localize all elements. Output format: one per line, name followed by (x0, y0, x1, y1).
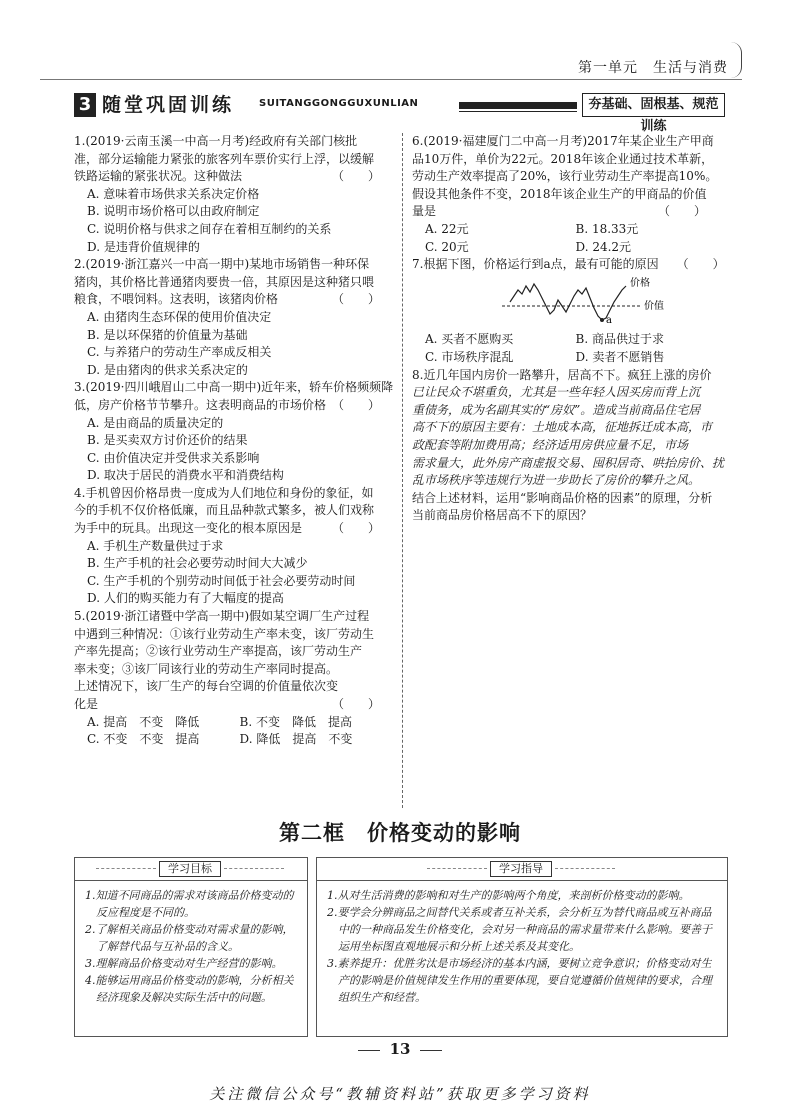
section-banner (74, 93, 725, 134)
question-line: 5.(2019·浙江诸暨中学高一期中)假如某空调厂生产过程 (74, 609, 370, 624)
option: B. 商品供过于求 (575, 332, 664, 347)
question-4 (74, 485, 392, 608)
option: C. 说明价格与供求之间存在着相互制约的关系 (87, 221, 332, 236)
question-7 (412, 256, 726, 366)
option: B. 不变 降低 提高 (239, 714, 352, 729)
guide-item: 1.从对生活消费的影响和对生产的影响两个角度，来剖析价格变动的影响。 (327, 889, 690, 902)
option: B. 生产手机的社会必要劳动时间大大减少 (87, 556, 308, 571)
question-line: 8.近几年国内房价一路攀升，居高不下。疯狂上涨的房价 (412, 367, 712, 382)
option: D. 是违背价值规律的 (87, 239, 200, 254)
goal-item: 2.了解相关商品价格变动对需求量的影响，了解替代品与互补品的含义。 (85, 923, 294, 953)
option: D. 24.2元 (575, 239, 632, 254)
banner-rule (459, 102, 577, 109)
left-column (74, 133, 392, 749)
question-line: 低，房产价格节节攀升。这表明商品的市场价格 （ ） (74, 397, 381, 412)
question-line: 4.手机曾因价格昂贵一度成为人们地位和身份的象征，如 (74, 485, 374, 500)
question-line: 劳动生产效率提高了20%，该行业劳动生产率提高10%。 (412, 169, 718, 184)
header-bracket (731, 42, 742, 78)
option: A. 22元 (425, 221, 469, 236)
question-line: 结合上述材料，运用“影响商品价格的因素”的原理，分析 (412, 490, 713, 505)
question-line: 1.(2019·云南玉溪一中高一月考)经政府有关部门核批 (74, 134, 358, 148)
option: B. 18.33元 (575, 221, 639, 236)
page-dash-left (358, 1050, 380, 1051)
option: A. 提高 不变 降低 (87, 714, 200, 729)
guide-item: 2.要学会分辨商品之间替代关系或者互补关系，会分析互为替代商品或互补商品中的一种商品发生价格变化，会对另一种商品的需求量带来什么影响。要善于运用坐标图直观地展示和分析上述关系及其变化。 (327, 906, 712, 953)
banner-number: 3 (74, 93, 96, 117)
option: C. 由价值决定并受供求关系影响 (87, 450, 260, 465)
option-row (74, 714, 392, 732)
option: D. 取决于居民的消费水平和消费结构 (87, 468, 284, 483)
question-line: 化是 （ ） (74, 697, 381, 711)
question-line: 量是 （ ） (412, 204, 707, 219)
option: A. 是由商品的质量决定的 (87, 415, 224, 430)
price-value-figure (442, 276, 672, 324)
price-label: 价格 (630, 277, 650, 289)
question-1 (74, 133, 392, 256)
question-line: 政配套等附加费用高；经济适用房供应量不足，市场 (412, 437, 689, 452)
question-line: 6.(2019·福建厦门二中高一月考)2017年某企业生产甲商 (412, 134, 714, 148)
question-8 (412, 367, 726, 525)
learning-goals-title: 学习目标 (159, 861, 221, 877)
question-line: 7.根据下图，价格运行到a点，最有可能的原因 （ ） (412, 257, 725, 272)
option: B. 是以环保猪的价值量为基础 (87, 327, 248, 342)
right-column (412, 133, 726, 525)
question-6 (412, 133, 726, 256)
box-header (75, 858, 307, 881)
banner-title: 随堂巩固训练 (102, 94, 235, 116)
learning-guide-title: 学习指导 (490, 861, 552, 877)
option: D. 卖者不愿销售 (575, 349, 665, 364)
question-line: 粮食，不喂饲料。这表明，该猪肉价格 （ ） (74, 292, 381, 307)
option: C. 市场秩序混乱 (425, 349, 514, 364)
question-line: 猪肉，其价格比普通猪肉要贵一倍，其原因是这种猪只喂 (74, 274, 375, 289)
option: C. 与养猪户的劳动生产率成反相关 (87, 345, 272, 360)
question-3 (74, 379, 392, 485)
option: B. 说明市场价格可以由政府制定 (87, 204, 260, 219)
option-row (412, 239, 726, 257)
point-a-label: a (606, 314, 612, 324)
question-line: 当前商品房价格居高不下的原因？ (412, 508, 593, 523)
page-number: 13 (389, 1040, 411, 1058)
guide-item: 3.素养提升：优胜劣汰是市场经济的基本内涵，要树立竞争意识；价格变动对生产的影响是价值规律发生作用的重要体现，要自觉遵循价值规律的要求，合理组织生产和经营。 (327, 957, 712, 1004)
option-row (412, 331, 726, 349)
question-line: 乱市场秩序等违规行为进一步助长了房价的攀升之风。 (412, 473, 701, 488)
option-row (412, 349, 726, 367)
option: A. 由猪肉生态环保的使用价值决定 (87, 309, 272, 324)
page-number-row (0, 1040, 800, 1058)
question-line: 上述情况下，该厂生产的每台空调的价值量依次变 (74, 679, 339, 694)
option: A. 手机生产数量供过于求 (87, 538, 224, 553)
box-body (75, 881, 307, 1006)
page-dash-right (420, 1050, 442, 1051)
option: D. 降低 提高 不变 (239, 732, 353, 747)
banner-pinyin: SUITANGGONGGUXUNLIAN (259, 98, 419, 109)
question-line: 重债务，成为名副其实的“房奴”。造成当前商品住宅居 (412, 402, 701, 417)
box-body (317, 881, 727, 1006)
unit-header: 第一单元 生活与消费 (578, 60, 728, 76)
goal-item: 3.理解商品价格变动对生产经营的影响。 (85, 957, 283, 970)
option: A. 买者不愿购买 (425, 332, 514, 347)
question-2 (74, 256, 392, 379)
box-header (317, 858, 727, 881)
option: D. 是由猪肉的供求关系决定的 (87, 362, 248, 377)
option-row (412, 221, 726, 239)
option: A. 意味着市场供求关系决定价格 (87, 186, 260, 201)
header-rule (40, 79, 742, 80)
value-label: 价值 (644, 300, 664, 312)
learning-goals-box (74, 857, 308, 1037)
question-line: 2.(2019·浙江嘉兴一中高一期中)某地市场销售一种环保 (74, 257, 370, 272)
footer-note: 关注微信公众号“教辅资料站”获取更多学习资料 (209, 1085, 591, 1103)
option: D. 人们的购买能力有了大幅度的提高 (87, 591, 284, 606)
question-line: 3.(2019·四川峨眉山二中高一期中)近年来，轿车价格频频降 (74, 380, 394, 395)
question-line: 今的手机不仅价格低廉，而且品种款式繁多，被人们戏称 (74, 503, 375, 518)
question-line: 产率先提高；②该行业劳动生产率提高，该厂劳动生产 (74, 644, 363, 659)
column-divider (402, 133, 403, 808)
question-line: 高不下的原因主要有：土地成本高，征地拆迁成本高，市 (412, 420, 713, 435)
point-a-marker (600, 318, 604, 322)
option: C. 生产手机的个别劳动时间低于社会必要劳动时间 (87, 573, 356, 588)
question-5 (74, 608, 392, 749)
question-line: 率未变；③该厂同该行业的劳动生产率同时提高。 (74, 661, 339, 676)
question-line: 假设其他条件不变，2018年该企业生产的甲商品的价值 (412, 186, 707, 201)
question-line: 已让民众不堪重负，尤其是一些年轻人因买房而背上沉 (412, 385, 701, 400)
question-line: 准，部分运输能力紧张的旅客列车票价实行上浮，以缓解 (74, 151, 375, 166)
goal-item: 1.知道不同商品的需求对该商品价格变动的反应程度是不同的。 (85, 889, 294, 919)
question-line: 品10万件，单价为22元。2018年该企业通过技术革新， (412, 151, 714, 166)
option: C. 20元 (425, 239, 469, 254)
section-title: 第二框 价格变动的影响 (279, 821, 521, 845)
option: C. 不变 不变 提高 (87, 732, 200, 747)
question-line: 中遇到三种情况：①该行业劳动生产率未变，该厂劳动生 (74, 626, 375, 641)
question-line: 需求量大，此外房产商虚报交易、囤积居奇、哄抬房价、扰 (412, 455, 725, 470)
option: B. 是买卖双方讨价还价的结果 (87, 433, 248, 448)
learning-guide-box (316, 857, 728, 1037)
question-line: 铁路运输的紧张状况。这种做法 （ ） (74, 169, 381, 184)
banner-rule-thin (459, 111, 577, 112)
question-line: 为手中的玩具。出现这一变化的根本原因是 （ ） (74, 521, 381, 536)
goal-item: 4.能够运用商品价格变动的影响，分析相关经济现象及解决实际生活中的问题。 (85, 974, 294, 1004)
option-row (74, 731, 392, 749)
banner-slogan: 夯基础、固根基、规范训练 (582, 93, 725, 117)
